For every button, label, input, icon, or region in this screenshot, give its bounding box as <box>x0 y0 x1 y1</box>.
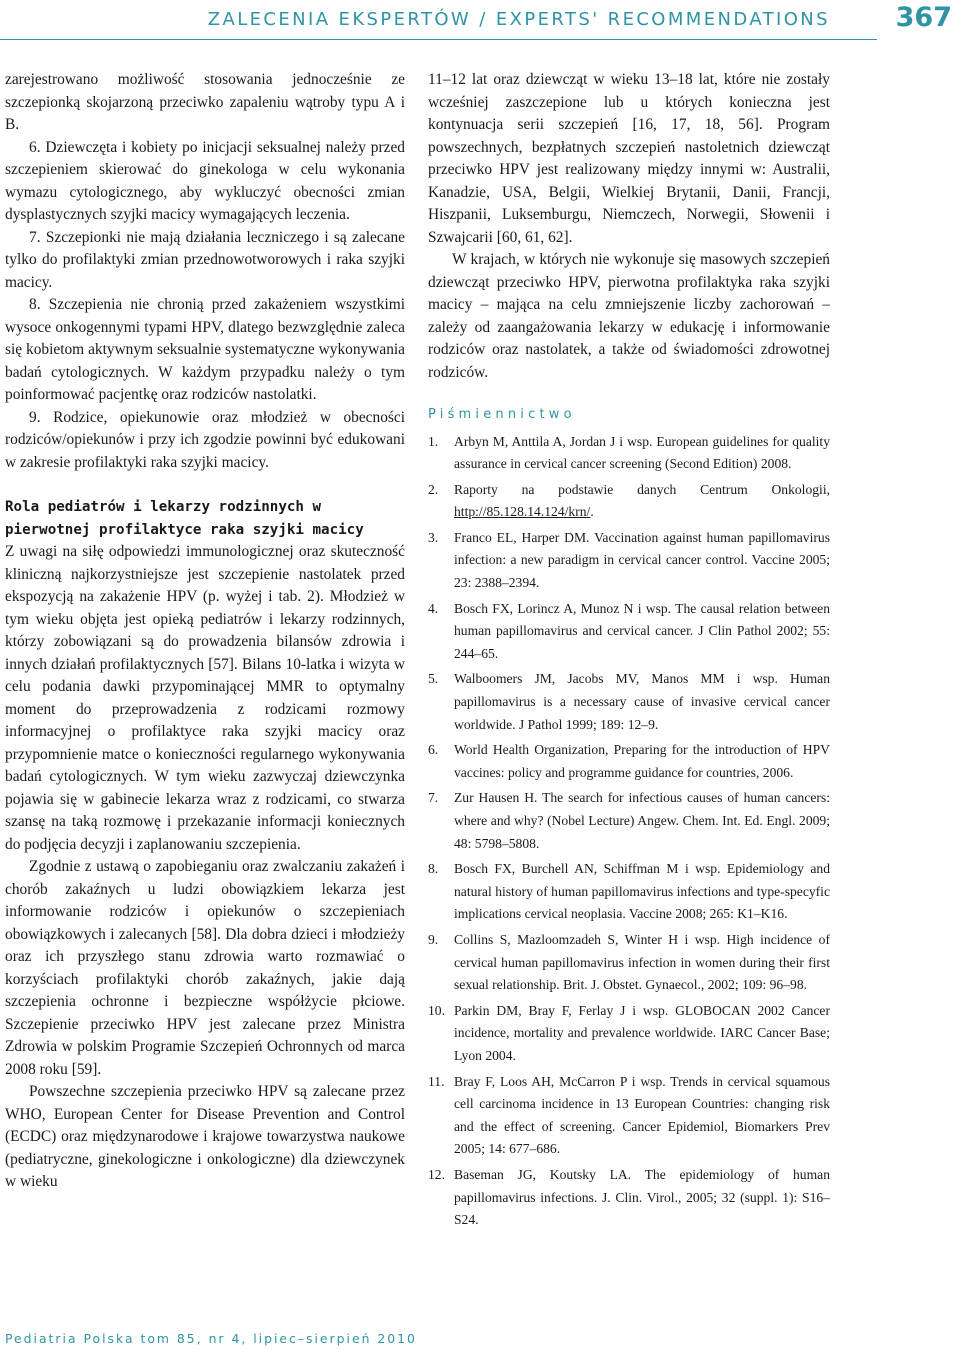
reference-text: Bosch FX, Lorincz A, Munoz N i wsp. The causal relation between human papillomavirus and cervical cancer. J Clin Pathol 2002; 55: 244–65. <box>454 600 830 661</box>
reference-item <box>428 479 830 524</box>
reference-number: 5. <box>428 671 439 687</box>
reference-item <box>428 739 830 784</box>
recommendation-8: 8. Szczepienia nie chronią przed zakażeniem wszystkimi wysoce onkogennymi typami HPV, dlatego bezwzględnie zaleca się kobietom aktywnym seksualnie systematyczne wykonywania badań cytologicznych. W każdym przypadku należy o tym poinformować pacjentkę oraz rodziców nastolatki. <box>5 296 405 403</box>
right-column <box>428 69 830 1235</box>
reference-text: Arbyn M, Anttila A, Jordan J i wsp. European guidelines for quality assurance in cervical cancer screening (Second Edition) 2008. <box>454 433 830 472</box>
reference-number: 9. <box>428 931 439 947</box>
paragraph: Zgodnie z ustawą o zapobieganiu oraz zwalczaniu zakażeń i chorób zakaźnych u ludzi obowiązkiem lekarza jest informowanie rodziców i opiekunów o szczepieniach obowiązkowych i zalecanych [58]. Dla dobra dzieci i młodzieży oraz ich przyszłego stanu zdrowia warto rozmawiać o korzyściach profilaktyki chorób zakaźnych, jakie dają szczepienia ochronne i bezpieczne współżycie płciowe. Szczepienie przeciwko HPV jest zalecane przez Ministra Zdrowia w polskim Programie Szczepień Ochronnych od marca 2008 roku [59]. <box>5 858 405 1078</box>
reference-text: Zur Hausen H. The search for infectious causes of human cancers: where and why? (Nobel Lecture) Angew. Chem. Int. Ed. Engl. 2009; 48: 5798–5808. <box>454 790 830 851</box>
reference-item <box>428 527 830 595</box>
reference-text: Collins S, Mazloomzadeh S, Winter H i wsp. High incidence of cervical human papillomavirus infection in women during their first sexual relationship. Brit. J. Obstet. Gynaecol., 2002; 109: 96–98. <box>454 931 830 993</box>
reference-number: 12. <box>428 1166 445 1182</box>
page-header <box>0 0 960 44</box>
reference-item <box>428 787 830 855</box>
reference-number: 4. <box>428 600 439 616</box>
reference-item <box>428 1164 830 1232</box>
page-number: 367 <box>895 2 952 33</box>
header-divider <box>0 39 877 40</box>
paragraph: zarejestrowano możliwość stosowania jednocześnie ze szczepionką skojarzoną przeciwko zapaleniu wątroby typu A i B. <box>5 71 405 133</box>
reference-number: 11. <box>428 1073 445 1089</box>
reference-number: 3. <box>428 529 439 545</box>
section-title: ZALECENIA EKSPERTÓW / EXPERTS' RECOMMENDATIONS <box>207 9 830 30</box>
reference-text: Parkin DM, Bray F, Ferlay J i wsp. GLOBOCAN 2002 Cancer incidence, mortality and prevalence worldwide. IARC Cancer Base; Lyon 2004. <box>454 1002 830 1063</box>
section-heading: Rola pediatrów i lekarzy rodzinnych w pierwotnej profilaktyce raka szyjki macicy <box>5 499 364 538</box>
reference-item <box>428 929 830 997</box>
reference-punctuation: . <box>590 504 594 520</box>
reference-item <box>428 858 830 926</box>
reference-text: Walboomers JM, Jacobs MV, Manos MM i wsp. Human papillomavirus is a necessary cause of invasive cervical cancer worldwide. J Pathol 1999; 189: 12–9. <box>454 671 830 732</box>
reference-item <box>428 431 830 476</box>
reference-number: 8. <box>428 861 439 877</box>
recommendation-6: 6. Dziewczęta i kobiety po inicjacji seksualnej należy przed szczepieniem skierować do ginekologa w celu wykonania wymazu cytologicznego, aby wykluczyć obecności zmian dysplastycznych szyjki macicy wymagających leczenia. <box>5 138 405 223</box>
reference-text: Baseman JG, Koutsky LA. The epidemiology of human papillomavirus infections. J. Clin. Virol., 2005; 32 (suppl. 1): S16–S24. <box>454 1166 830 1228</box>
reference-item <box>428 1000 830 1068</box>
reference-number: 2. <box>428 481 439 497</box>
reference-item <box>428 598 830 666</box>
reference-text: Bosch FX, Burchell AN, Schiffman M i wsp. Epidemiology and natural history of human papillomavirus infections and type-specyfic implications cervical neoplasia. Vaccine 2008; 265: K1–K16. <box>454 861 830 922</box>
reference-number: 1. <box>428 433 439 449</box>
reference-number: 7. <box>428 790 439 806</box>
reference-item <box>428 1071 830 1161</box>
paragraph: Powszechne szczepienia przeciwko HPV są zalecane przez WHO, European Center for Disease Prevention and Control (ECDC) oraz międzynarodowe i krajowe towarzystwa naukowe (pediatryczne, ginekologiczne i onkologiczne) dla dziewczynek w wieku <box>5 1083 405 1190</box>
paragraph: Z uwagi na siłę odpowiedzi immunologicznej oraz skuteczność kliniczną najkorzystniejsze jest szczepienie nastolatek przed ekspozycją na zakażenie HPV (p. wyżej i tab. 2). Młodzież w tym wieku objęta jest opieką pediatrów i lekarzy rodzinnych, którzy zobowiązani są do prowadzenia bilansów zdrowia i innych działań profilaktycznych [57]. Bilans 10-latka i wizyta w celu podania dawki przypominającej MMR to optymalny moment do przeprowadzenia z rodzicami rozmowy informacyjnej o profilaktyce raka szyjki macicy oraz przypomnienie matce o konieczności regularnego wykonywania badań cytologicznych. W tym wieku zazwyczaj dziewczynka pojawia się w gabinecie lekarza wraz z rodzicami, co stwarza szansę na taką rozmowę i przekazanie informacji koniecznych do podjęcia decyzji i zaplanowaniu szczepienia. <box>5 543 405 853</box>
left-column <box>5 69 405 1194</box>
paragraph: W krajach, w których nie wykonuje się masowych szczepień dziewcząt przeciwko HPV, pierwotna profilaktyka raka szyjki macicy – mająca na celu zmniejszenie liczby zachorowań – zależy od zaangażowania lekarzy w edukację i informowanie rodziców oraz nastolatek, a także od świadomości zdrowotnej rodziców. <box>428 251 830 381</box>
references-heading: Piśmiennictwo <box>428 407 576 422</box>
references-list <box>428 431 830 1232</box>
reference-item <box>428 668 830 736</box>
recommendation-7: 7. Szczepionki nie mają działania leczniczego i są zalecane tylko do profilaktyki zmian przednowotworowych i raka szyjki macicy. <box>5 228 405 291</box>
reference-link[interactable]: http://85.128.14.124/krn/ <box>454 504 591 520</box>
reference-text: World Health Organization, Preparing for the introduction of HPV vaccines: policy and programme guidance for countries, 2006. <box>454 742 830 780</box>
paragraph: 11–12 lat oraz dziewcząt w wieku 13–18 lat, które nie zostały wcześniej zaszczepione lub u których konieczna jest kontynuacja serii szczepień [16, 17, 18, 56]. Program powszechnych, bezpłatnych szczepień nastoletnich dziewcząt przeciwko HPV jest realizowany między innymi w: Australii, Kanadzie, USA, Belgii, Wielkiej Brytanii, Danii, Francji, Hiszpanii, Luksemburgu, Niemczech, Norwegii, Słowenii i Szwajcarii [60, 61, 62]. <box>428 71 830 246</box>
reference-number: 6. <box>428 742 439 758</box>
reference-text: Franco EL, Harper DM. Vaccination against human papillomavirus infection: a new paradigm in cervical cancer control. Vaccine 2005; 23: 2388–2394. <box>454 529 830 591</box>
reference-number: 10. <box>428 1002 445 1018</box>
recommendation-9: 9. Rodzice, opiekunowie oraz młodzież w obecności rodziców/opiekunów i przy ich zgodzie powinni być edukowani w zakresie profilaktyki raka szyjki macicy. <box>5 408 405 471</box>
journal-footer: Pediatria Polska tom 85, nr 4, lipiec–sierpień 2010 <box>5 1331 417 1346</box>
reference-text: Bray F, Loos AH, McCarron P i wsp. Trends in cervical squamous cell carcinoma incidence in 13 European Countries: changing risk and the effect of screening. Cancer Epidemiol, Biomarkers Prev 2005; 14: 677–686. <box>454 1073 830 1157</box>
reference-text: Raporty na podstawie danych Centrum Onkologii, <box>454 481 830 497</box>
